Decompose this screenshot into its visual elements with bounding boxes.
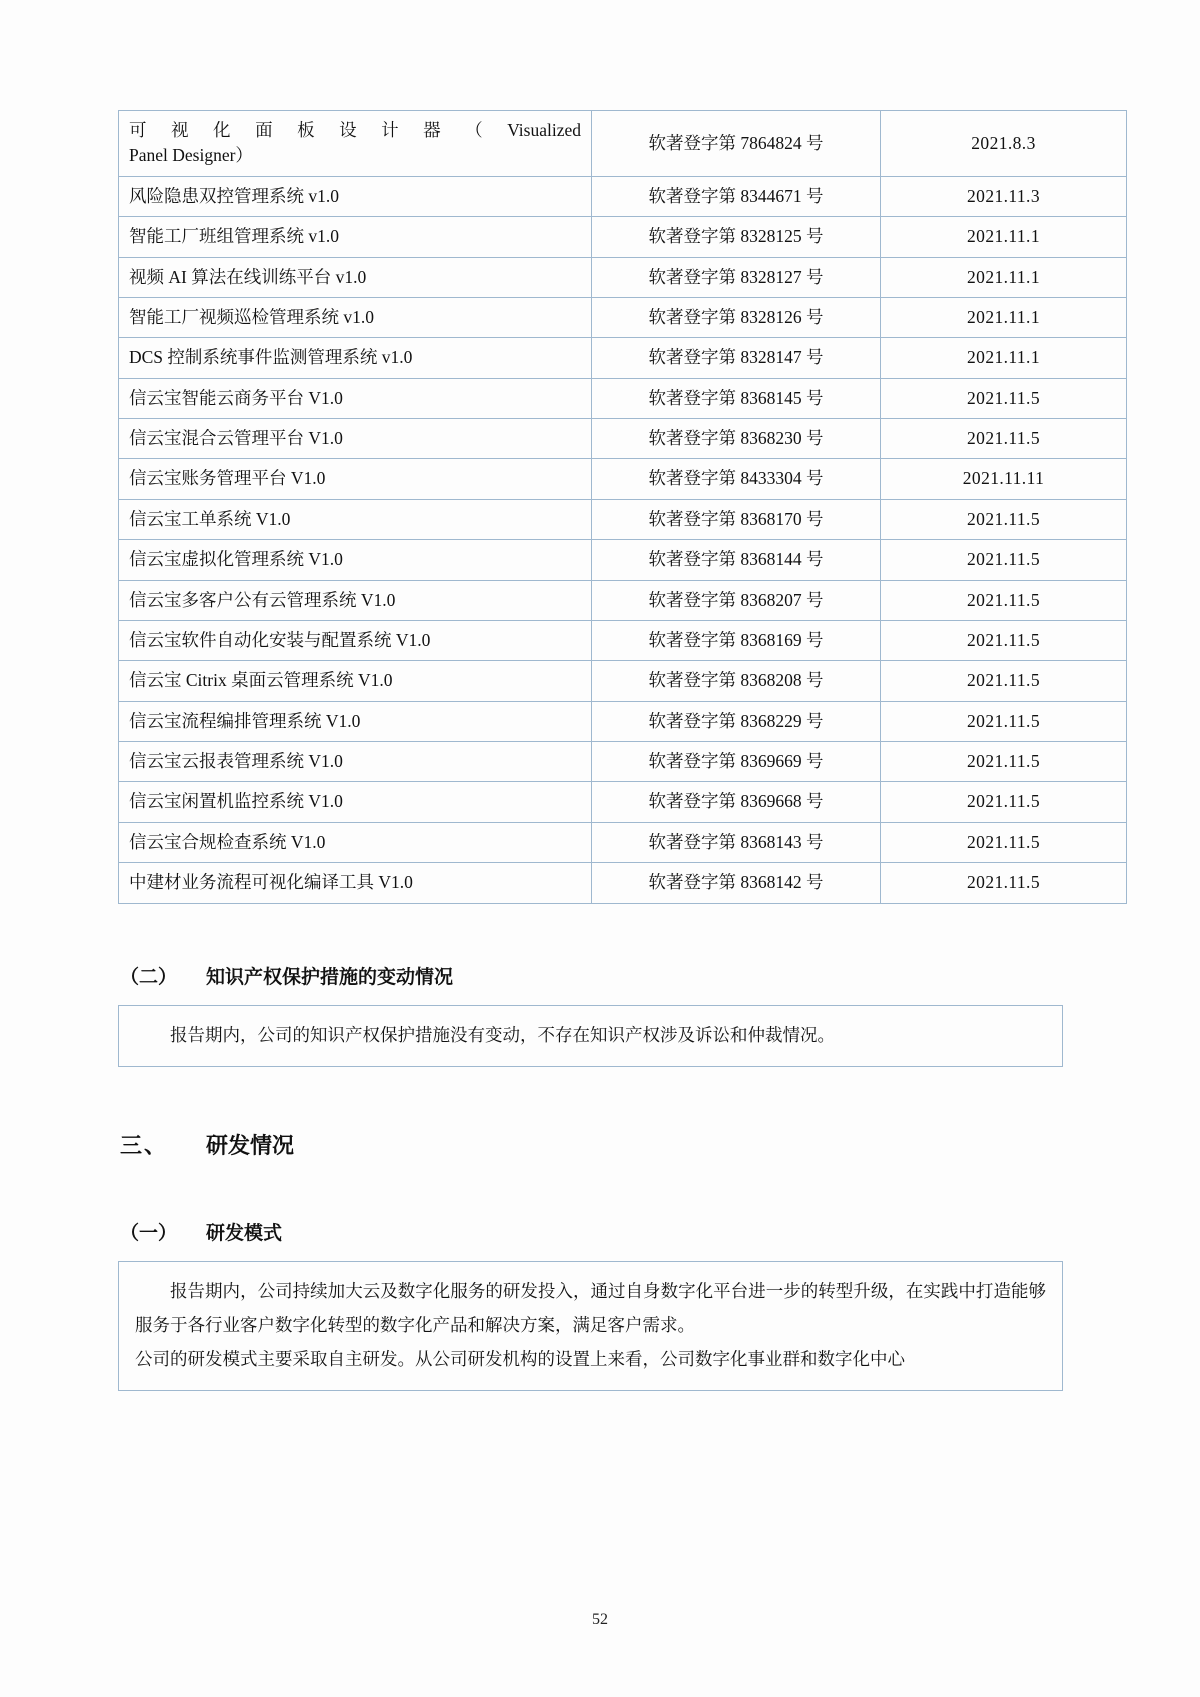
table-row [119,338,1127,378]
cell-software-name: 信云宝云报表管理系统 V1.0 [119,742,592,782]
cell-registration-number: 软著登字第 8368144 号 [592,540,881,580]
cell-date: 2021.11.5 [881,620,1127,660]
table-row [119,580,1127,620]
cell-registration-number: 软著登字第 8368170 号 [592,499,881,539]
cell-registration-number: 软著登字第 8368143 号 [592,822,881,862]
software-copyright-table [118,110,1127,904]
cell-software-name: 信云宝软件自动化安装与配置系统 V1.0 [119,620,592,660]
cell-date: 2021.11.5 [881,499,1127,539]
cell-registration-number: 软著登字第 8368229 号 [592,701,881,741]
cell-registration-number: 软著登字第 8433304 号 [592,459,881,499]
heading-ip-protection [120,962,1080,989]
page-number: 52 [592,1611,608,1628]
cell-registration-number: 软著登字第 8369669 号 [592,742,881,782]
paragraph-ip-protection: 报告期内，公司的知识产权保护措施没有变动，不存在知识产权涉及诉讼和仲裁情况。 [170,1024,835,1045]
cell-date: 2021.11.3 [881,176,1127,216]
cell-date: 2021.11.5 [881,701,1127,741]
cell-date: 2021.11.1 [881,297,1127,337]
cell-software-name: 信云宝流程编排管理系统 V1.0 [119,701,592,741]
table-row [119,176,1127,216]
software-name-line2: Panel Designer） [129,145,253,166]
cell-registration-number: 软著登字第 8328126 号 [592,297,881,337]
table-row [119,297,1127,337]
cell-date: 2021.11.5 [881,661,1127,701]
cell-software-name: 信云宝 Citrix 桌面云管理系统 V1.0 [119,661,592,701]
cell-software-name: 信云宝合规检查系统 V1.0 [119,822,592,862]
table-row [119,217,1127,257]
cell-date: 2021.11.5 [881,822,1127,862]
cell-software-name: 信云宝闲置机监控系统 V1.0 [119,782,592,822]
cell-registration-number: 软著登字第 8368145 号 [592,378,881,418]
cell-registration-number: 软著登字第 8368207 号 [592,580,881,620]
heading-title: 知识产权保护措施的变动情况 [206,966,454,988]
heading-rd [120,1129,1080,1160]
cell-software-name: 视频 AI 算法在线训练平台 v1.0 [119,257,592,297]
heading-title: 研发模式 [206,1222,283,1244]
cell-registration-number: 软著登字第 8368142 号 [592,863,881,903]
cell-software-name: 信云宝混合云管理平台 V1.0 [119,419,592,459]
cell-registration-number: 软著登字第 7864824 号 [592,111,881,177]
cell-software-name: 信云宝智能云商务平台 V1.0 [119,378,592,418]
cell-date: 2021.11.5 [881,378,1127,418]
cell-registration-number: 软著登字第 8344671 号 [592,176,881,216]
software-name-line1: 可视化面板设计器（Visualized [129,120,581,140]
cell-registration-number: 软著登字第 8368230 号 [592,419,881,459]
cell-registration-number: 软著登字第 8368208 号 [592,661,881,701]
table-row [119,661,1127,701]
heading-number: 三、 [120,1132,169,1158]
cell-date: 2021.11.5 [881,419,1127,459]
cell-software-name: 信云宝多客户公有云管理系统 V1.0 [119,580,592,620]
table-body [119,111,1127,904]
heading-number: （一） [120,1222,178,1244]
cell-software-name: 智能工厂班组管理系统 v1.0 [119,217,592,257]
cell-date: 2021.11.11 [881,459,1127,499]
cell-date: 2021.11.5 [881,580,1127,620]
cell-date: 2021.11.5 [881,742,1127,782]
cell-registration-number: 软著登字第 8369668 号 [592,782,881,822]
table-row [119,378,1127,418]
table-row [119,822,1127,862]
table-row [119,742,1127,782]
heading-title: 研发情况 [206,1132,295,1158]
cell-software-name: 智能工厂视频巡检管理系统 v1.0 [119,297,592,337]
cell-date: 2021.8.3 [881,111,1127,177]
cell-date: 2021.11.1 [881,338,1127,378]
cell-software-name [119,111,592,177]
cell-registration-number: 软著登字第 8328125 号 [592,217,881,257]
paragraph-box-ip-protection [118,1005,1063,1067]
cell-registration-number: 软著登字第 8328127 号 [592,257,881,297]
cell-date: 2021.11.5 [881,863,1127,903]
cell-date: 2021.11.5 [881,540,1127,580]
heading-number: （二） [120,966,178,988]
heading-rd-mode [120,1218,1080,1245]
cell-software-name: 中建材业务流程可视化编译工具 V1.0 [119,863,592,903]
table-row [119,419,1127,459]
cell-software-name: 信云宝工单系统 V1.0 [119,499,592,539]
table-row [119,459,1127,499]
table-row [119,257,1127,297]
cell-software-name: 信云宝虚拟化管理系统 V1.0 [119,540,592,580]
cell-date: 2021.11.5 [881,782,1127,822]
paragraph-rd-mode-2: 公司的研发模式主要采取自主研发。从公司研发机构的设置上来看，公司数字化事业群和数字化中心 [135,1348,905,1369]
cell-date: 2021.11.1 [881,257,1127,297]
table-row [119,782,1127,822]
cell-registration-number: 软著登字第 8368169 号 [592,620,881,660]
table-row [119,111,1127,177]
cell-software-name: DCS 控制系统事件监测管理系统 v1.0 [119,338,592,378]
paragraph-box-rd-mode [118,1261,1063,1391]
table-row [119,620,1127,660]
paragraph-rd-mode-1: 报告期内，公司持续加大云及数字化服务的研发投入，通过自身数字化平台进一步的转型升级，在实践中打造能够服务于各行业客户数字化转型的数字化产品和解决方案，满足客户需求。 [135,1280,1046,1335]
table-row [119,863,1127,903]
table-row [119,701,1127,741]
table-row [119,540,1127,580]
cell-software-name: 信云宝账务管理平台 V1.0 [119,459,592,499]
cell-registration-number: 软著登字第 8328147 号 [592,338,881,378]
cell-software-name: 风险隐患双控管理系统 v1.0 [119,176,592,216]
table-row [119,499,1127,539]
cell-date: 2021.11.1 [881,217,1127,257]
